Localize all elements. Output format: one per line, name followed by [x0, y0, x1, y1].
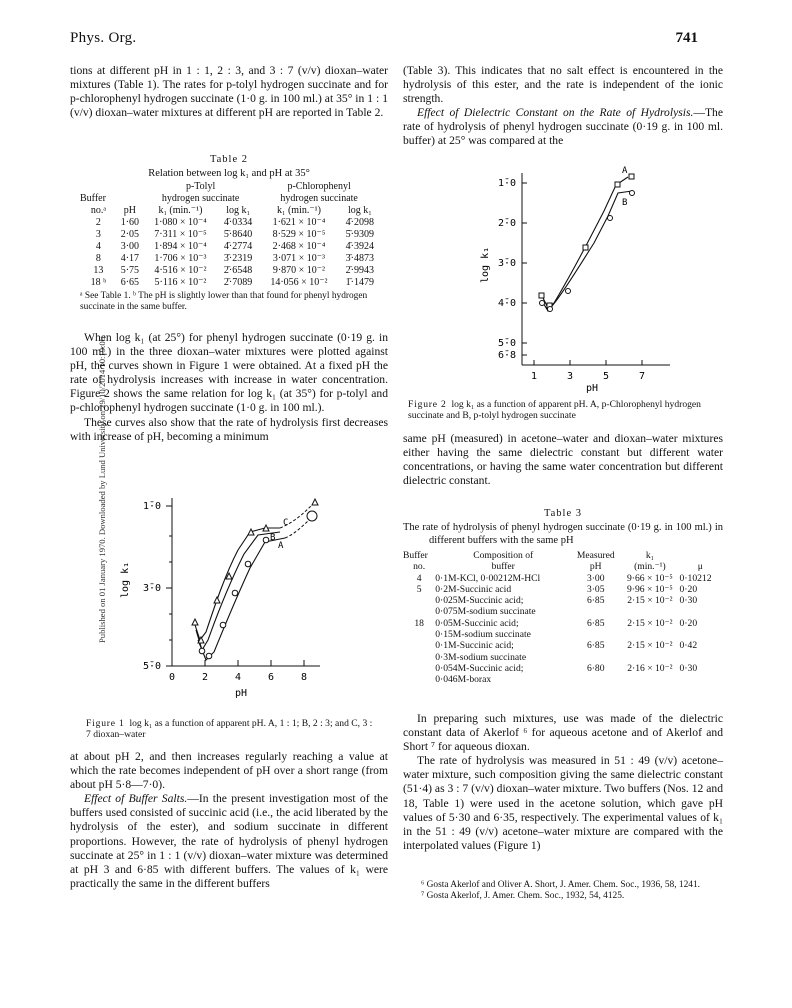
table-2-cell: 3̄·4873 — [345, 253, 374, 264]
table-2-cell: 6·65 — [120, 277, 140, 288]
figure-2-caption: Figure 2 log k₁ as a function of apparent pH. A, p-Chlorophenyl hydrogen succinate and B, p-tolyl hydrogen succinate — [408, 399, 701, 421]
table-2-cell: 2 — [95, 217, 101, 228]
right-para-4: In preparing such mixtures, use was made of the dielectric constant data of Akerlof ⁶ for aqueous acetone and of Akerlof and Short ⁷ for aqueous dioxan. The rate of hydrolysis was measured in 51 : 49 (v/v) acetone–water mixture, such composition giving the same dielectric constant (51·4) as 3 : 7 (v/v) dioxan–water mixture. Two buffers (Nos. 12 and 18, Table 1) were used in the acetone solution, which gave pH values of 5·30 and 6·35, respectively. The experimental values of k₁ in the 51 : 49 (v/v) acetone–water mixture are compared with the interpolated values (Figure 1) — [403, 712, 723, 852]
table-2-cell: 2·05 — [120, 229, 140, 240]
table-2-col-logk-b: log k₁ — [347, 205, 372, 216]
fig2-label-b: B — [622, 198, 628, 208]
table-2-col-ph: pH — [123, 205, 137, 216]
table-2-cell: 4̄·2098 — [345, 217, 374, 228]
table-3-cell: 0·05M-Succinic acid; — [435, 617, 519, 629]
fig2-label-a: A — [622, 166, 628, 176]
table-3-cell: 4 — [416, 572, 422, 584]
table-3-cell: 3·00 — [586, 572, 605, 584]
table-2-col-buffer: Buffer — [80, 193, 106, 204]
right-para-5: The rate of hydrolysis was measured in 51 : 49 (v/v) acetone–water mixture, such composition giving the same dielectric constant (51·4) as 3 : 7 (v/v) dioxan–water mixture. Two buffers (Nos. 12 and 18, Table 1) were used in the acetone solution, which gave pH values of 5·30 and 6·35, respectively. The experimental values of k₁ in the 51 : 49 (v/v) acetone–water mixture are compared with the interpolated values (Figure 1) — [403, 754, 723, 852]
table-2-cell: 2̄·7089 — [223, 277, 253, 288]
table-3-cell — [403, 606, 435, 617]
table-3-cell — [403, 674, 435, 685]
table-2-cell: 13 — [93, 265, 104, 276]
table-3-cell: 0·10212 — [679, 572, 712, 584]
table-3-cell: 2·16 × 10⁻² — [627, 662, 673, 674]
table-3-cell: 0·42 — [679, 640, 698, 652]
table-2-col-k1-b: k₁ (min.⁻¹) — [276, 205, 321, 216]
fig2-curve-a — [542, 177, 628, 308]
table-3-cell — [571, 652, 620, 663]
fig1-label-a: A — [278, 541, 284, 551]
fig2-ytick-2: 2̄·0 — [498, 218, 517, 229]
table-3-cell — [620, 674, 679, 685]
table-3-cell — [680, 606, 721, 617]
fig2-xtick-7: 7 — [639, 371, 646, 382]
table-2-row — [80, 241, 380, 253]
table-3-cell: 0·30 — [679, 595, 698, 607]
table-3-cell: 0·1M-KCl, 0·00212M-HCl — [435, 572, 541, 584]
footnote-7: ⁷ Gosta Akerlof, J. Amer. Chem. Soc., 1932, 54, 4125. — [421, 891, 625, 901]
table-3-cell: 6·85 — [586, 640, 605, 652]
table-2-row — [80, 217, 380, 229]
table-3-row — [403, 618, 721, 629]
table-2-cell: 3̄·2319 — [223, 253, 253, 264]
table-2-cell: 5·75 — [120, 265, 140, 276]
left-para-4: at about pH 2, and then increases regularly reaching a value at which the rate becomes independent of pH over a short range (from about pH 5·8—7·0). Effect of Buffer Salts.—In the present investigation most of the buffers used consisted of succinic acid (i.e., the acid liberated by the hydrolysis of the ester), and sodium succinate in different proportions. However, the rate of hydrolysis of phenyl hydrogen succinate at 25° in 1 : 1 (v/v) dioxan–water mixture was determined at pH 3 and 6·85 with different buffers. The values of k₁ were practically the same in the different buffers — [70, 750, 388, 890]
footnotes — [403, 880, 723, 902]
table-3-cell: 0·075M-sodium succinate — [435, 606, 536, 618]
table-2-cell: 9·870 × 10⁻² — [272, 265, 326, 276]
table-3-row — [403, 606, 721, 617]
left-para-5-head: Effect of Buffer Salts. — [84, 792, 188, 806]
table-2-cell: 3 — [95, 229, 101, 240]
table-2-row — [80, 265, 380, 277]
fig1-xtick-8: 8 — [301, 672, 308, 683]
table-3-row — [403, 674, 721, 685]
journal-name: Phys. Org. — [70, 30, 137, 46]
fig2-ytick-3: 3̄·0 — [498, 258, 517, 269]
table-3-cell: 0·15M-sodium succinate — [435, 629, 531, 641]
fig1-ylabel: log k₁ — [120, 561, 131, 598]
table-2-group-1b: hydrogen succinate — [161, 193, 240, 204]
table-3-cell: 9·66 × 10⁻⁵ — [626, 572, 673, 584]
table-3-cell — [403, 595, 435, 606]
table-3-col-k1: k₁ — [645, 550, 654, 561]
table-3-cell — [620, 606, 679, 617]
table-3-cell: 3·05 — [586, 583, 605, 595]
table-3-row — [403, 629, 721, 640]
fig2-xtick-1: 1 — [531, 371, 538, 382]
right-para-2-head: Effect of Dielectric Constant on the Rate of Hydrolysis. — [417, 106, 694, 120]
table-2-row — [80, 277, 380, 289]
fig1-xtick-4: 4 — [235, 672, 242, 683]
table-3-cell — [680, 674, 721, 685]
table-3-row — [403, 652, 721, 663]
table-2-title: Relation between log k₁ and pH at 35° — [148, 168, 310, 179]
table-2-cell: 1̄·1479 — [345, 277, 374, 288]
fig2-ytick-5: 5̄·0 — [498, 338, 517, 349]
fig2-xlabel: pH — [586, 383, 599, 393]
table-3-col-comp: Composition of — [473, 550, 534, 561]
right-para-3: same pH (measured) in acetone–water and dioxan–water mixtures either having the same dielectric constant but different water concentrations, or having the same water concentration but different dielectric constant. — [403, 432, 723, 488]
table-2-col-logk-a: log k₁ — [226, 205, 250, 216]
table-3-col-k1-2: (min.⁻¹) — [634, 561, 666, 573]
figure-2 — [480, 163, 680, 393]
table-3-cell — [571, 606, 620, 617]
table-3-cell — [571, 629, 620, 640]
left-para-1: tions at different pH in 1 : 1, 2 : 3, and 3 : 7 (v/v) dioxan–water mixtures (Table 1). The rates for p-tolyl hydrogen succinate and for p-chlorophenyl hydrogen succinate (1·0 g. in 100 ml.) at 35° in 1 : 1 (v/v) dioxan–water mixtures at different pH are reported in Table 2. — [70, 64, 388, 120]
page-number: 741 — [675, 30, 698, 46]
table-3-cell: 0·30 — [679, 662, 698, 674]
table-2-cell: 14·056 × 10⁻² — [270, 277, 328, 288]
table-2-cell: 4̄·2774 — [223, 241, 253, 252]
table-3-cell: 0·2M-Succinic acid — [435, 583, 512, 595]
fig1-xtick-2: 2 — [202, 672, 209, 683]
table-3-cell: 0·20 — [679, 583, 698, 595]
table-2-cell: 18 ᵇ — [90, 277, 107, 288]
table-3-col-ph: Measured — [576, 550, 615, 561]
table-3 — [403, 508, 723, 686]
table-3-label: Table 3 — [543, 508, 583, 519]
table-3-cell: 5 — [416, 583, 422, 595]
table-3-cell: 0·025M-Succinic acid; — [435, 595, 524, 607]
table-3-col-no: no. — [413, 561, 426, 573]
table-2-row — [80, 229, 380, 241]
table-2-col-no: no.ᵃ — [90, 205, 107, 216]
figure-1-caption: Figure 1 log k₁ as a function of apparent pH. A, 1 : 1; B, 2 : 3; and C, 3 : 7 dioxan–water — [86, 718, 373, 740]
table-2-cell: 3·071 × 10⁻³ — [272, 253, 326, 264]
table-3-cell: 6·85 — [586, 617, 605, 629]
table-3-cell: 6·80 — [586, 662, 605, 674]
table-2-cell: 4̄·3924 — [345, 241, 374, 252]
table-3-cell — [620, 652, 679, 663]
fig2-ylabel: log k₁ — [480, 246, 491, 283]
table-3-cell: 0·046M-borax — [435, 674, 492, 686]
table-2-group-1: p-Tolyl — [185, 181, 216, 192]
right-para-1: (Table 3). This indicates that no salt effect is encountered in the hydrolysis of this ester, and the rate is independent of the ionic strength. Effect of Dielectric Constant on the Rate of Hydrolysis.—The rate of hydrolysis of phenyl hydrogen succinate (0·19 g. in 100 ml. buffer) at 25° was compared at the — [403, 64, 723, 148]
table-3-row — [403, 663, 721, 674]
table-3-title: The rate of hydrolysis of phenyl hydrogen succinate (0·19 g. in 100 ml.) in different buffers with the same pH — [403, 522, 723, 546]
table-2-cell: 3·00 — [120, 241, 140, 252]
table-2-cell: 5·116 × 10⁻² — [154, 277, 207, 288]
table-3-cell: 2·15 × 10⁻² — [627, 595, 673, 607]
table-3-cell: 18 — [414, 617, 424, 629]
table-3-row — [403, 584, 721, 595]
left-para-3: These curves also show that the rate of hydrolysis first decreases with increase of pH, becoming a minimum — [70, 415, 388, 443]
table-2-cell: 1·080 × 10⁻⁴ — [154, 217, 207, 228]
table-3-cell: 0·3M-sodium succinate — [435, 651, 527, 663]
table-3-row — [403, 640, 721, 651]
table-2-cell: 4 — [95, 241, 101, 252]
fig1-ytick-3: 5̄·0 — [143, 661, 162, 672]
table-2-cell: 8 — [95, 253, 101, 264]
right-para-2: —The rate of hydrolysis of phenyl hydrogen succinate (0·19 g. in 100 ml. buffer) at 25° was compared at the — [403, 106, 723, 148]
fig2-xtick-5: 5 — [603, 371, 610, 382]
table-2-grid — [80, 181, 380, 289]
table-3-row — [403, 573, 721, 584]
table-3-grid — [403, 550, 721, 686]
table-3-cell — [620, 629, 679, 640]
table-2-cell: 1·60 — [120, 217, 140, 228]
table-2-cell: 5̄·8640 — [223, 229, 253, 240]
table-3-cell: 0·20 — [679, 617, 698, 629]
table-2-footnote: ᵃ See Table 1. ᵇ The pH is slightly lower than that found for phenyl hydrogen succinate in the same buffer. — [80, 291, 368, 312]
table-2-cell: 4·17 — [120, 253, 140, 264]
table-2-cell: 7·311 × 10⁻⁵ — [154, 229, 207, 240]
table-3-col-buffer: Buffer — [403, 550, 428, 561]
table-3-cell — [680, 652, 721, 663]
table-2-cell: 2·468 × 10⁻⁴ — [272, 241, 326, 252]
fig2-ytick-6: 6̄·8 — [498, 350, 517, 361]
table-3-cell — [403, 663, 435, 674]
table-3-cell — [403, 652, 435, 663]
fig1-label-b: B — [270, 533, 276, 543]
fig2-curve-b — [542, 191, 632, 311]
table-3-col-mu: μ — [697, 561, 703, 573]
table-3-col-comp-2: buffer — [491, 561, 515, 573]
left-para-5: —In the present investigation most of the buffers used consisted of succinic acid (i.e., the acid liberated by the hydrolysis of the ester), and sodium succinate in different proportions. However, the rate of hydrolysis of phenyl hydrogen succinate at 25° in 1 : 1 (v/v) dioxan–water mixture was determined at pH 3 and 6·85 with different buffers. The values of k₁ were practically the same in the different buffers — [70, 792, 388, 890]
table-3-cell — [403, 640, 435, 651]
table-3-cell: 2·15 × 10⁻² — [627, 640, 673, 652]
table-2 — [70, 154, 388, 313]
footnote-6: ⁶ Gosta Akerlof and Oliver A. Short, J. Amer. Chem. Soc., 1936, 58, 1241. — [421, 880, 701, 890]
table-2-cell: 1·894 × 10⁻⁴ — [154, 241, 207, 252]
table-3-cell: 0·1M-Succinic acid; — [435, 640, 514, 652]
table-2-cell: 8·529 × 10⁻⁵ — [272, 229, 326, 240]
fig2-xtick-3: 3 — [567, 371, 574, 382]
fig1-xtick-6: 6 — [268, 672, 275, 683]
table-2-col-k1-a: k₁ (min.⁻¹) — [158, 205, 203, 216]
fig1-label-c: C — [283, 518, 289, 528]
table-3-cell — [403, 629, 435, 640]
table-2-cell: 4̄·0334 — [223, 217, 253, 228]
fig1-xlabel: pH — [235, 688, 248, 699]
table-2-cell: 4·516 × 10⁻² — [154, 265, 207, 276]
table-3-cell — [680, 629, 721, 640]
table-3-cell — [571, 674, 620, 685]
table-3-cell: 6·85 — [586, 595, 605, 607]
download-note: Published on 01 January 1970. Downloaded by Lund University on 29/10/2014 10:19:06. — [97, 334, 107, 643]
table-2-label: Table 2 — [209, 154, 249, 165]
table-3-row — [403, 595, 721, 606]
fig1-curve-c — [194, 528, 280, 640]
table-2-cell: 2̄·6548 — [223, 265, 253, 276]
fig1-ytick-2: 3̄·0 — [143, 583, 162, 594]
fig2-ytick-4: 4̄·0 — [498, 298, 517, 309]
table-3-cell: 2·15 × 10⁻² — [627, 617, 673, 629]
fig1-ytick-1: 1̄·0 — [143, 501, 162, 512]
fig2-ytick-1: 1̄·0 — [498, 178, 517, 189]
table-2-group-2: p-Chlorophenyl — [287, 181, 351, 192]
left-para-2: When log k₁ (at 25°) for phenyl hydrogen succinate (0·19 g. in 100 ml.) in the three dioxan–water mixtures were plotted against pH, the curves shown in Figure 1 were obtained. At a fixed pH the rate of hydrolysis increases with increase in water concentration. Figure 2 shows the same relation for log k₁ (at 35°) for p-tolyl and p-chlorophenyl hydrogen succinate (1·0 g. in 100 ml.). These curves also show that the rate of hydrolysis first decreases with increase of pH, becoming a minimum — [70, 331, 388, 443]
table-2-cell: 2̄·9943 — [345, 265, 374, 276]
table-2-cell: 5̄·9309 — [345, 229, 374, 240]
table-2-row — [80, 253, 380, 265]
figure-1 — [120, 490, 350, 708]
fig1-xtick-0: 0 — [169, 672, 176, 683]
table-3-cell: 0·054M-Succinic acid; — [435, 662, 524, 674]
table-2-group-2b: hydrogen succinate — [280, 193, 358, 204]
table-3-col-ph-2: pH — [589, 561, 602, 573]
fig1-curve-a — [198, 538, 285, 660]
table-3-cell: 9·96 × 10⁻⁵ — [626, 583, 673, 595]
table-2-cell: 1·621 × 10⁻⁴ — [272, 217, 326, 228]
table-2-cell: 1·706 × 10⁻³ — [154, 253, 207, 264]
